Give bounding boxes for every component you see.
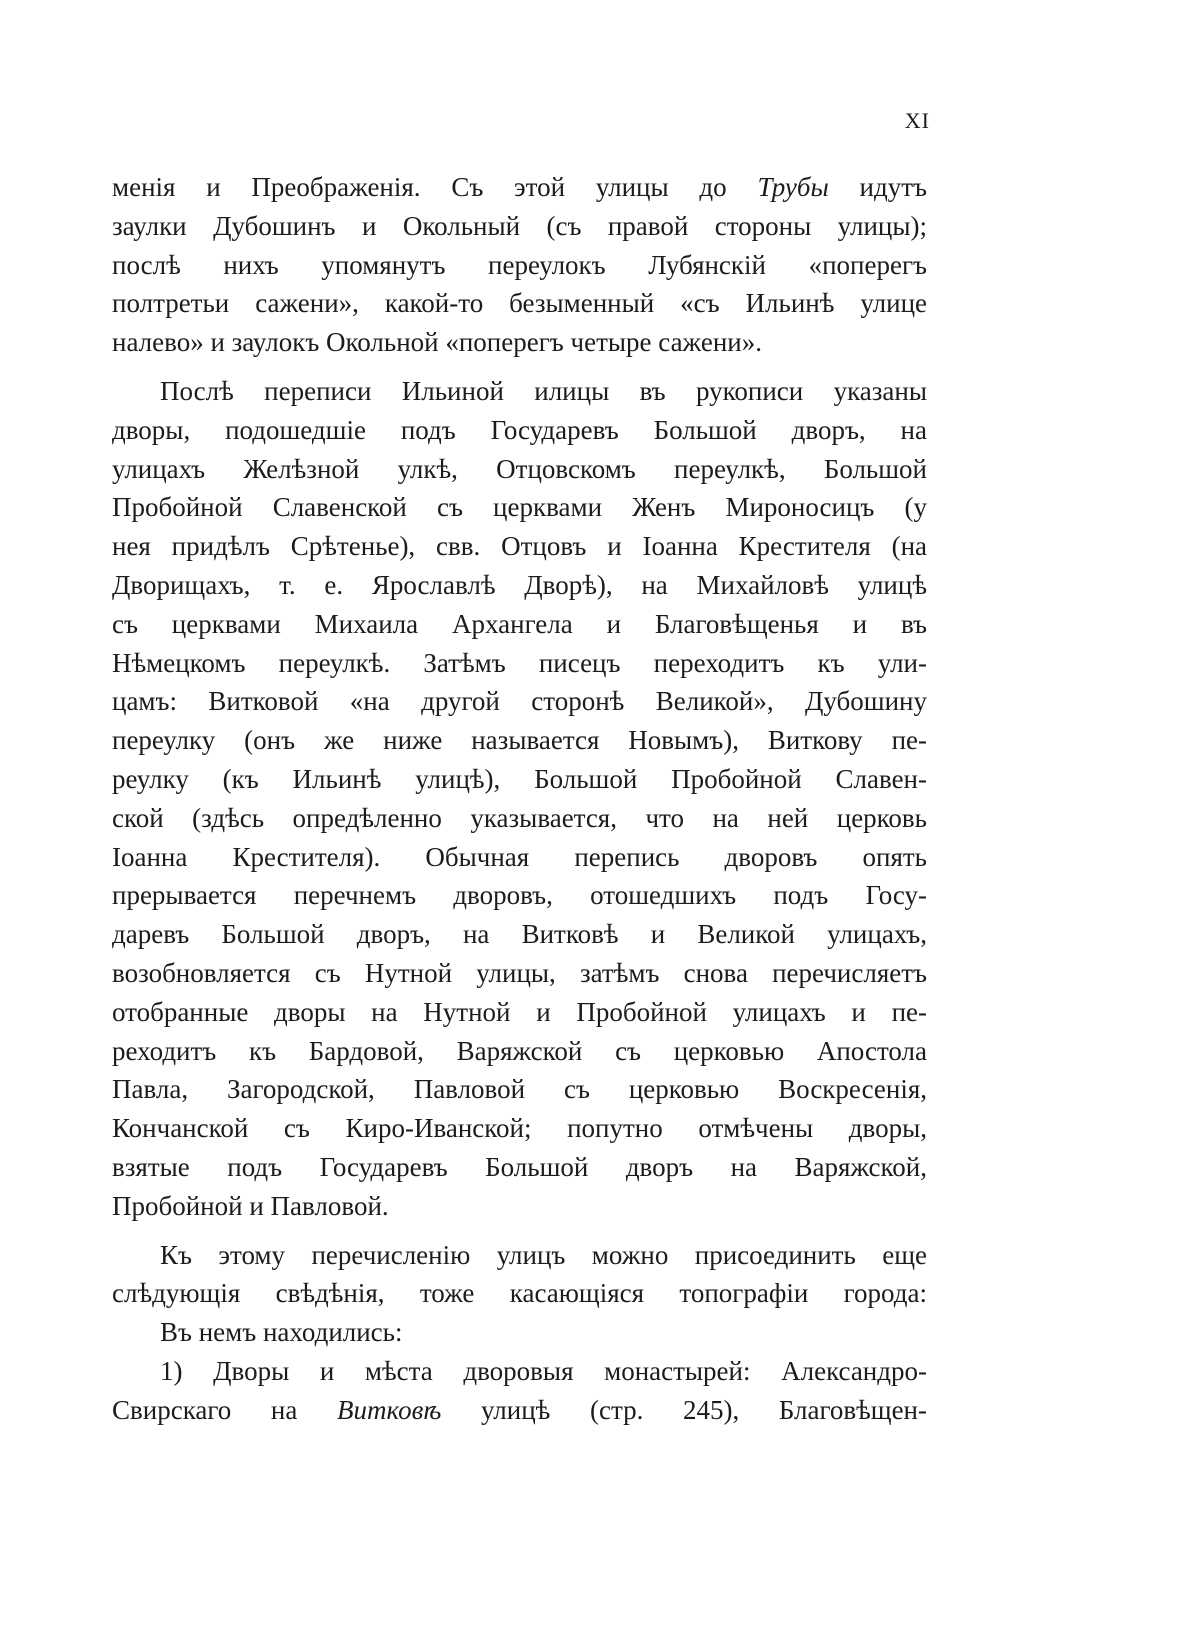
text-line: Кончанской съ Киро-Иванской; попутно отмѣчены дворы, (112, 1113, 927, 1144)
text-line: Послѣ переписи Ильиной илицы въ рукописи указаны (160, 375, 927, 406)
text-segment: менiя и Преображенiя. Съ этой улицы до (112, 172, 758, 202)
text-line: нея придѣлъ Срѣтенье), свв. Отцовъ и Iоанна Крестителя (на (112, 531, 927, 562)
text-line: реходитъ къ Бардовой, Варяжской съ церковью Апостола (112, 1035, 927, 1066)
text-line: реулку (къ Ильинѣ улицѣ), Большой Пробойной Славен- (112, 763, 927, 794)
text-line: Пробойной и Павловой. (112, 1190, 389, 1221)
text-line: даревъ Большой дворъ, на Витковѣ и Великой улицахъ, (112, 919, 927, 950)
text-line: Дворищахъ, т. е. Ярославлѣ Дворѣ), на Михайловѣ улицѣ (112, 569, 927, 600)
text-line: Въ немъ находились: (160, 1317, 403, 1348)
page-body (112, 168, 927, 1430)
text-line: послѣ нихъ упомянутъ переулокъ Лубянскiй «поперегъ (112, 249, 927, 280)
text-line: слѣдующiя свѣдѣнiя, тоже касающiяся топографiи города: (112, 1278, 927, 1309)
text-line: отобранные дворы на Нутной и Пробойной улицахъ и пе- (112, 996, 927, 1027)
text-line: Пробойной Славенской съ церквами Женъ Мироносицъ (у (112, 492, 927, 523)
text-segment: Свирскаго на (112, 1394, 338, 1425)
text-line: ской (здѣсь опредѣленно указывается, что на ней церковь (112, 802, 927, 833)
text-segment: улицѣ (стр. 245), Благовѣщен- (441, 1394, 927, 1425)
text-line (112, 168, 927, 207)
text-line: налево» и заулокъ Окольной «поперегъ четыре сажени». (112, 327, 762, 358)
text-line: улицахъ Желѣзной улкѣ, Отцовскомъ переулкѣ, Большой (112, 453, 927, 484)
text-line: возобновляется съ Нутной улицы, затѣмъ снова перечисляетъ (112, 957, 927, 988)
text-line: дворы, подошедшiе подъ Государевъ Большой дворъ, на (112, 414, 927, 445)
text-line: Iоанна Крестителя). Обычная перепись дворовъ опять (112, 841, 927, 872)
text-line: полтретьи сажени», какой-то безыменный «съ Ильинѣ улице (112, 288, 927, 319)
text-line: съ церквами Михаила Архангела и Благовѣщенья и въ (112, 608, 927, 639)
italic-text: Витковѣ (337, 1394, 442, 1425)
italic-text: Трубы (757, 172, 829, 202)
text-line: Къ этому перечисленiю улицъ можно присоединить еще (160, 1239, 927, 1270)
text-line: Нѣмецкомъ переулкѣ. Затѣмъ писецъ переходитъ къ ули- (112, 647, 927, 678)
page-number: XI (904, 108, 930, 133)
text-line: 1) Дворы и мѣста дворовыя монастырей: Александро- (160, 1355, 927, 1386)
text-segment: идутъ (828, 172, 928, 202)
text-line: переулку (онъ же ниже называется Новымъ), Виткову пе- (112, 725, 927, 756)
text-line: взятые подъ Государевъ Большой дворъ на Варяжской, (112, 1151, 927, 1182)
text-line (112, 1391, 927, 1430)
text-line: прерывается перечнемъ дворовъ, отошедшихъ подъ Госу- (112, 880, 927, 911)
text-line: Павла, Загородской, Павловой съ церковью Воскресенiя, (112, 1074, 927, 1105)
text-line: заулки Дубошинъ и Окольный (съ правой стороны улицы); (112, 210, 927, 241)
text-line: цамъ: Витковой «на другой сторонѣ Великой», Дубошину (112, 686, 927, 717)
